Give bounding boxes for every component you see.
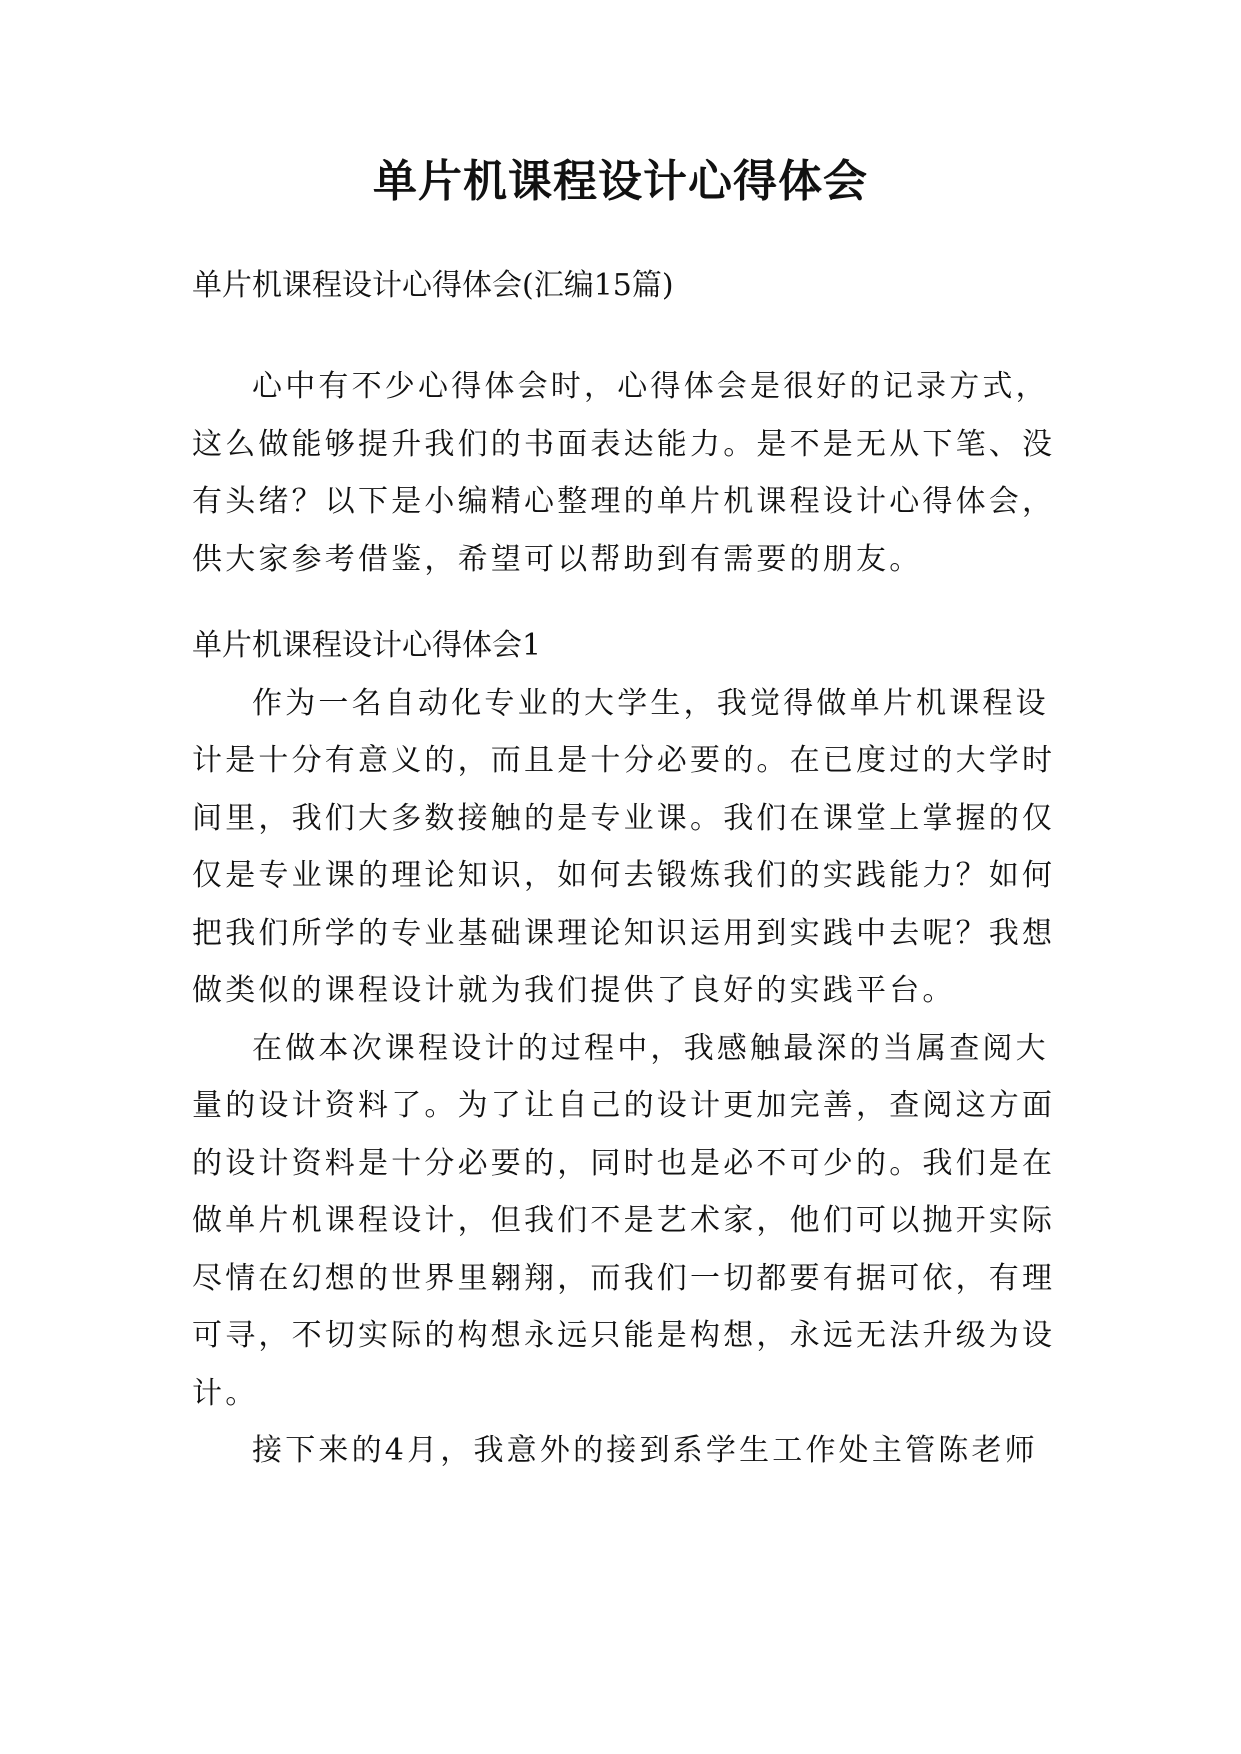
- section-1-paragraph-1: 作为一名自动化专业的大学生，我觉得做单片机课程设计是十分有意义的，而且是十分必要的。在已度过的大学时间里，我们大多数接触的是专业课。我们在课堂上掌握的仅仅是专业课的理论知识，如何去锻炼我们的实践能力？如何把我们所学的专业基础课理论知识运用到实践中去呢？我想做类似的课程设计就为我们提供了良好的实践平台。: [192, 685, 1056, 1008]
- section-1-paragraph-3: 接下来的4月，我意外的接到系学生工作处主管陈老师: [252, 1433, 1038, 1468]
- section-1: [192, 617, 1058, 1480]
- section-1-heading: 单片机课程设计心得体会1: [192, 628, 542, 663]
- document-title: 单片机课程设计心得体会: [373, 156, 868, 207]
- intro-paragraph: 心中有不少心得体会时，心得体会是很好的记录方式，这么做能够提升我们的书面表达能力。是不是无从下笔、没有头绪？以下是小编精心整理的单片机课程设计心得体会，供大家参考借鉴，希望可以帮助到有需要的朋友。: [192, 369, 1056, 577]
- document-subtitle: 单片机课程设计心得体会(汇编15篇): [192, 268, 674, 303]
- section-1-paragraph-2: 在做本次课程设计的过程中，我感触最深的当属查阅大量的设计资料了。为了让自己的设计更加完善，查阅这方面的设计资料是十分必要的，同时也是必不可少的。我们是在做单片机课程设计，但我们不是艺术家，他们可以抛开实际尽情在幻想的世界里翱翔，而我们一切都要有据可依，有理可寻，不切实际的构想永远只能是构想，永远无法升级为设计。: [192, 1030, 1056, 1411]
- intro-section: [192, 358, 1058, 588]
